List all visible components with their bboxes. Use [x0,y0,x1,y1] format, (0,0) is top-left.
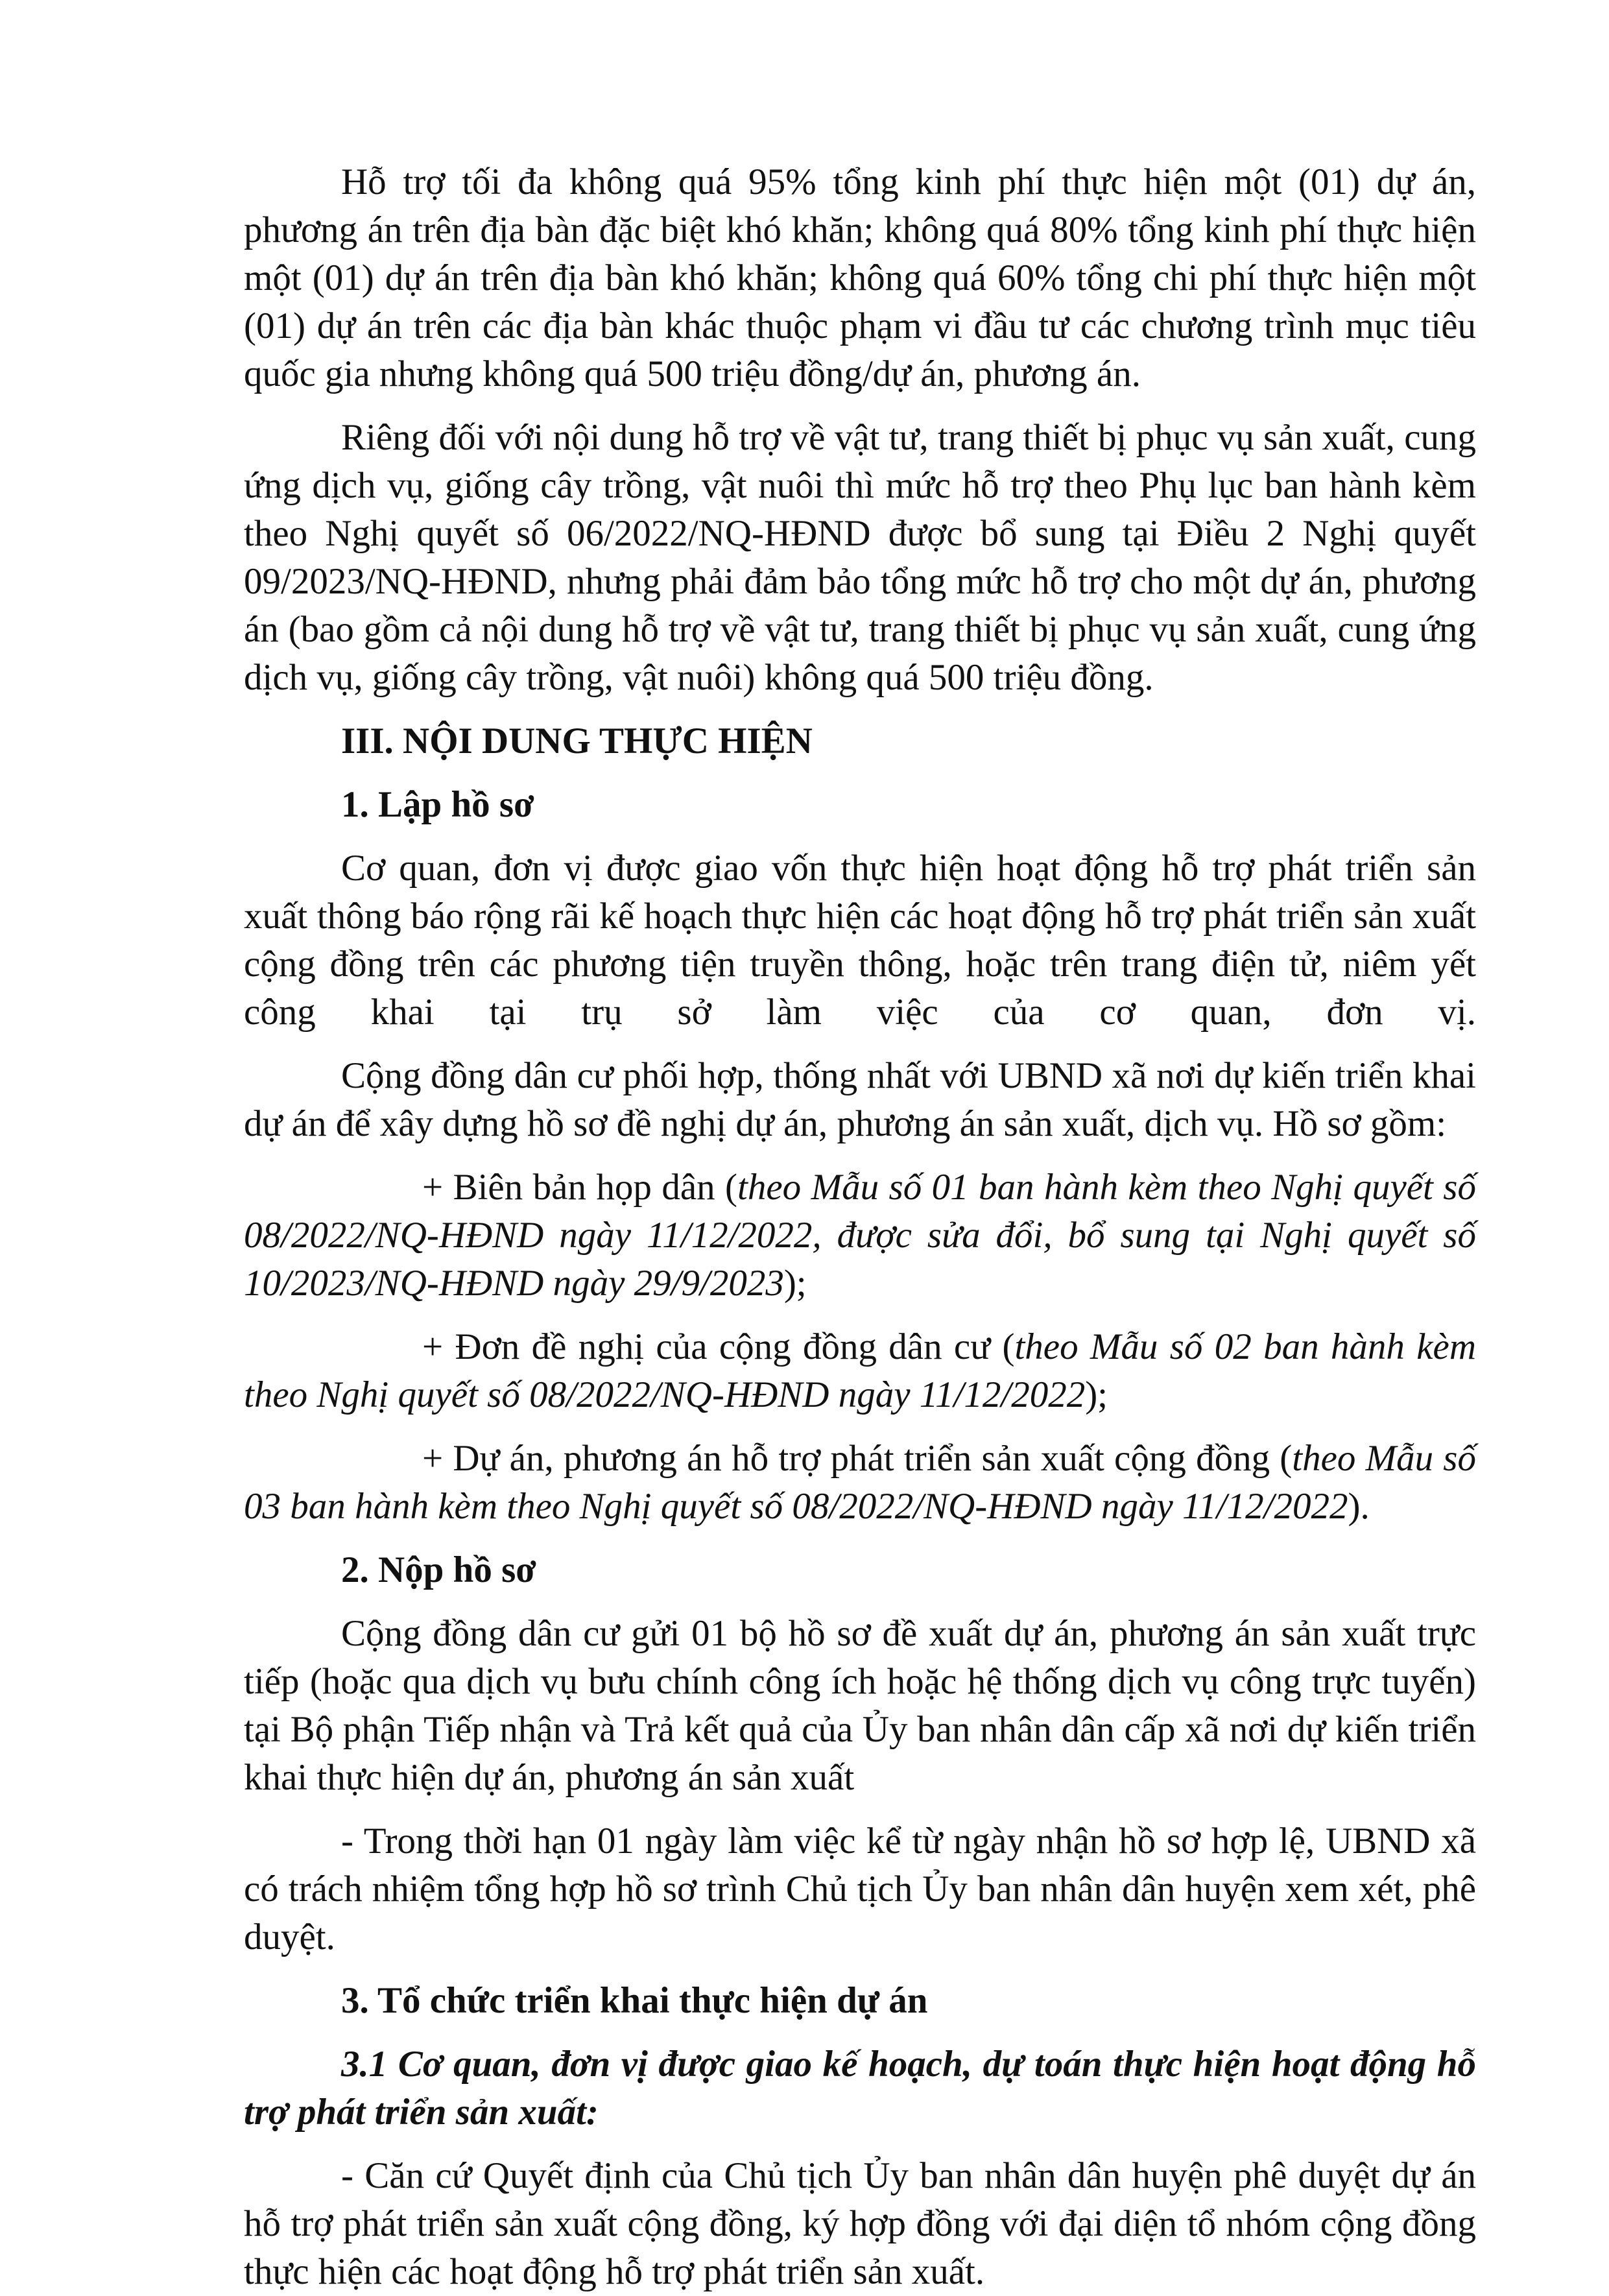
list-item-reference: theo Mẫu số 03 ban hành kèm theo Nghị quyết số 08/2022/NQ-HĐND ngày 11/12/2022 [244,1438,1476,1527]
list-item-end: ). [1348,1486,1370,1527]
paragraph-processing-time: - Trong thời hạn 01 ngày làm việc kể từ ngày nhận hồ sơ hợp lệ, UBND xã có trách nhiệm tổng hợp hồ sơ trình Chủ tịch Ủy ban nhân dân huyện xem xét, phê duyệt. [244,1821,1476,1957]
heading-3-1-agencies: 3.1 Cơ quan, đơn vị được giao kế hoạch, dự toán thực hiện hoạt động hỗ trợ phát triển sản xuất: [244,2044,1476,2133]
document-page [244,158,1476,2296]
list-item-reference: theo Mẫu số 01 ban hành kèm theo Nghị quyết số 08/2022/NQ-HĐND ngày 11/12/2022, được sửa đổi, bổ sung tại Nghị quyết số 10/2023/NQ-HĐND ngày 29/9/2023 [244,1167,1476,1304]
list-item-end: ); [1085,1374,1108,1415]
heading-1-prepare-dossier: 1. Lập hồ sơ [341,784,534,825]
heading-3-implementation: 3. Tổ chức triển khai thực hiện dự án [341,1980,928,2021]
paragraph-contract-signing: - Căn cứ Quyết định của Chủ tịch Ủy ban nhân dân huyện phê duyệt dự án hỗ trợ phát triển sản xuất cộng đồng, ký hợp đồng với đại diện tổ nhóm cộng đồng thực hiện các hoạt động hỗ trợ phát triển sản xuất. [244,2155,1476,2292]
list-item-text: + Biên bản họp dân ( [422,1167,738,1208]
paragraph-submission: Cộng đồng dân cư gửi 01 bộ hồ sơ đề xuất dự án, phương án sản xuất trực tiếp (hoặc qua dịch vụ bưu chính công ích hoặc hệ thống dịch vụ công trực tuyến) tại Bộ phận Tiếp nhận và Trả kết quả của Ủy ban nhân dân cấp xã nơi dự kiến triển khai thực hiện dự án, phương án sản xuất [244,1613,1476,1798]
list-item-text: + Dự án, phương án hỗ trợ phát triển sản xuất cộng đồng ( [422,1438,1293,1479]
paragraph-announcement: Cơ quan, đơn vị được giao vốn thực hiện hoạt động hỗ trợ phát triển sản xuất thông báo rộng rãi kế hoạch thực hiện các hoạt động hỗ trợ phát triển sản xuất cộng đồng trên các phương tiện truyền thông, hoặc trên trang điện tử, niêm yết công khai tại trụ sở làm việc của cơ quan, đơn vị. [244,848,1476,1033]
paragraph-support-limit: Hỗ trợ tối đa không quá 95% tổng kinh phí thực hiện một (01) dự án, phương án trên địa bàn đặc biệt khó khăn; không quá 80% tổng kinh phí thực hiện một (01) dự án trên địa bàn khó khăn; không quá 60% tổng chi phí thực hiện một (01) dự án trên các địa bàn khác thuộc phạm vi đầu tư các chương trình mục tiêu quốc gia nhưng không quá 500 triệu đồng/dự án, phương án. [244,161,1476,394]
heading-section-iii: III. NỘI DUNG THỰC HIỆN [341,721,813,761]
list-item-end: ); [783,1263,807,1304]
list-item-reference: theo Mẫu số 02 ban hành kèm theo Nghị quyết số 08/2022/NQ-HĐND ngày 11/12/2022 [244,1326,1477,1415]
paragraph-community-coordination: Cộng đồng dân cư phối hợp, thống nhất với UBND xã nơi dự kiến triển khai dự án để xây dựng hồ sơ đề nghị dự án, phương án sản xuất, dịch vụ. Hồ sơ gồm: [244,1055,1476,1144]
list-item-meeting-minutes [244,1164,1476,1308]
list-item-project-plan [244,1435,1476,1531]
heading-2-submit-dossier: 2. Nộp hồ sơ [341,1549,536,1590]
paragraph-materials-support: Riêng đối với nội dung hỗ trợ về vật tư, trang thiết bị phục vụ sản xuất, cung ứng dịch vụ, giống cây trồng, vật nuôi thì mức hỗ trợ theo Phụ lục ban hành kèm theo Nghị quyết số 06/2022/NQ-HĐND được bổ sung tại Điều 2 Nghị quyết 09/2023/NQ-HĐND, nhưng phải đảm bảo tổng mức hỗ trợ cho một dự án, phương án (bao gồm cả nội dung hỗ trợ về vật tư, trang thiết bị phục vụ sản xuất, cung ứng dịch vụ, giống cây trồng, vật nuôi) không quá 500 triệu đồng. [244,417,1476,698]
list-item-request-letter [244,1323,1476,1419]
list-item-text: + Đơn đề nghị của cộng đồng dân cư ( [422,1326,1015,1367]
